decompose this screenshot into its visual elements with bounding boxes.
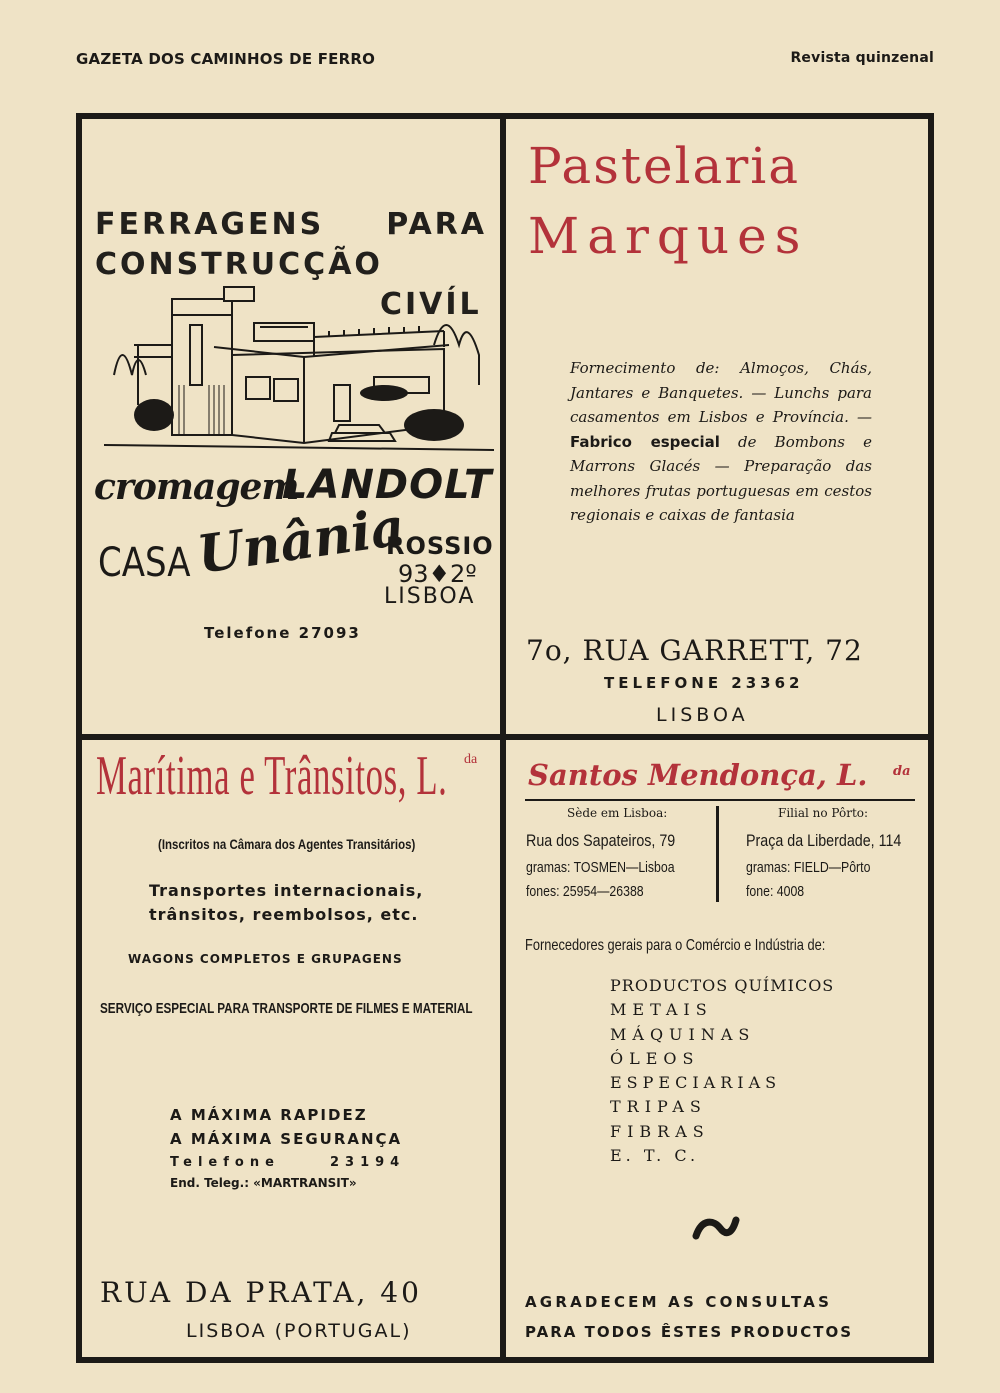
product-item: TRIPAS xyxy=(610,1097,707,1117)
mendonca-column-divider xyxy=(716,806,719,902)
maritima-phone: 23194 xyxy=(330,1155,406,1170)
bush-right xyxy=(404,409,464,441)
pastelaria-phone: TELEFONE 23362 xyxy=(604,674,804,692)
pastelaria-desc-bold: Fabrico especial xyxy=(570,432,720,451)
mendonca-branch-grams: gramas: FIELD—Pôrto xyxy=(746,859,871,876)
maritima-title: Marítima e Trânsitos, L. xyxy=(96,745,448,807)
mendonca-footer-2: PARA TODOS ÊSTES PRODUCTOS xyxy=(525,1323,854,1341)
mendonca-suppliers: Fornecedores gerais para o Comércio e Indústria de: xyxy=(525,937,826,954)
pastelaria-address: 7o, RUA GARRETT, 72 xyxy=(526,634,863,667)
mendonca-hq-grams: gramas: TOSMEN—Lisboa xyxy=(526,859,675,876)
landolt-brand: LANDOLT xyxy=(282,462,493,508)
mendonca-hq-label: Sède em Lisboa: xyxy=(567,806,668,820)
product-item: E. T. C. xyxy=(610,1146,700,1166)
journal-title: GAZETA DOS CAMINHOS DE FERRO xyxy=(76,50,376,68)
maritima-wagons: WAGONS COMPLETOS E GRUPAGENS xyxy=(128,952,403,966)
product-item: METAIS xyxy=(610,1000,713,1020)
maritima-phone-label: Telefone xyxy=(170,1155,280,1170)
mendonca-title-sup: da xyxy=(893,764,911,779)
headline-line-1: FERRAGENS PARA xyxy=(95,207,487,242)
mendonca-products-list xyxy=(610,974,834,1168)
mendonca-hq-fones: fones: 25954—26388 xyxy=(526,883,644,900)
product-item: FIBRAS xyxy=(610,1121,710,1141)
pastelaria-city: LISBOA xyxy=(656,704,749,726)
rossio-number: 93♦2º xyxy=(398,560,477,588)
ad1-city: LISBOA xyxy=(384,584,476,609)
mendonca-branch-label: Filial no Pôrto: xyxy=(778,806,869,820)
product-item: ÓLEOS xyxy=(610,1048,700,1068)
pastelaria-title-1: Pastelaria xyxy=(528,137,801,195)
maritima-subtitle: (Inscritos na Câmara dos Agentes Transitários) xyxy=(158,836,416,852)
pastelaria-desc-part-1: Fornecimento de: Almoços, Chás, Jantares e Banquetes. — Lunchs para casamentos em Lisbos e Província. — xyxy=(570,359,872,426)
mendonca-branch-fone: fone: 4008 xyxy=(746,883,805,900)
pastelaria-title-2: Marques xyxy=(528,207,809,265)
maritima-special: SERVIÇO ESPECIAL PARA TRANSPORTE DE FILMES E MATERIAL xyxy=(100,1000,473,1017)
maritima-telegraph: End. Teleg.: «MARTRANSIT» xyxy=(170,1176,357,1190)
product-item: PRODUCTOS QUÍMICOS xyxy=(610,976,835,995)
tilde-ornament xyxy=(692,1214,740,1244)
journal-frequency: Revista quinzenal xyxy=(790,50,934,66)
urania-logotype: Unânia xyxy=(193,496,409,586)
maritima-services-1: Transportes internacionais, xyxy=(149,881,424,900)
mendonca-hq-street: Rua dos Sapateiros, 79 xyxy=(526,831,676,850)
ad1-phone: Telefone 27093 xyxy=(204,624,361,642)
headline-line-3: CIVÍL xyxy=(380,287,482,322)
pastelaria-desc-part-2: de Bombons e Marrons Glacés — Preparação das melhores frutas portuguesas em cestos regionais e caixas de fantasia xyxy=(570,432,872,524)
maritima-address: RUA DA PRATA, 40 xyxy=(100,1276,422,1309)
product-item: MÁQUINAS xyxy=(610,1024,756,1044)
mendonca-branch-street: Praça da Liberdade, 114 xyxy=(746,831,902,850)
mendonca-title: Santos Mendonça, L. xyxy=(528,758,868,792)
maritima-title-sup: da xyxy=(464,752,478,767)
house-illustration xyxy=(104,285,494,455)
maritima-slogan-1: A MÁXIMA RAPIDEZ xyxy=(170,1106,368,1124)
mendonca-footer-1: AGRADECEM AS CONSULTAS xyxy=(525,1293,833,1311)
maritima-slogan-2: A MÁXIMA SEGURANÇA xyxy=(170,1130,403,1148)
cromagem-text: cromagem xyxy=(94,466,299,508)
rossio-label: ROSSIO xyxy=(386,532,494,560)
pastelaria-description xyxy=(570,356,872,528)
maritima-city: LISBOA (PORTUGAL) xyxy=(186,1320,412,1342)
bush-left xyxy=(134,399,174,431)
horizontal-divider xyxy=(76,734,934,740)
mendonca-rule xyxy=(525,799,915,801)
casa-label: CASA xyxy=(98,540,191,586)
product-item: ESPECIARIAS xyxy=(610,1073,782,1093)
headline-line-2: CONSTRUCÇÃO xyxy=(95,247,383,282)
maritima-services-2: trânsitos, reembolsos, etc. xyxy=(149,905,419,924)
